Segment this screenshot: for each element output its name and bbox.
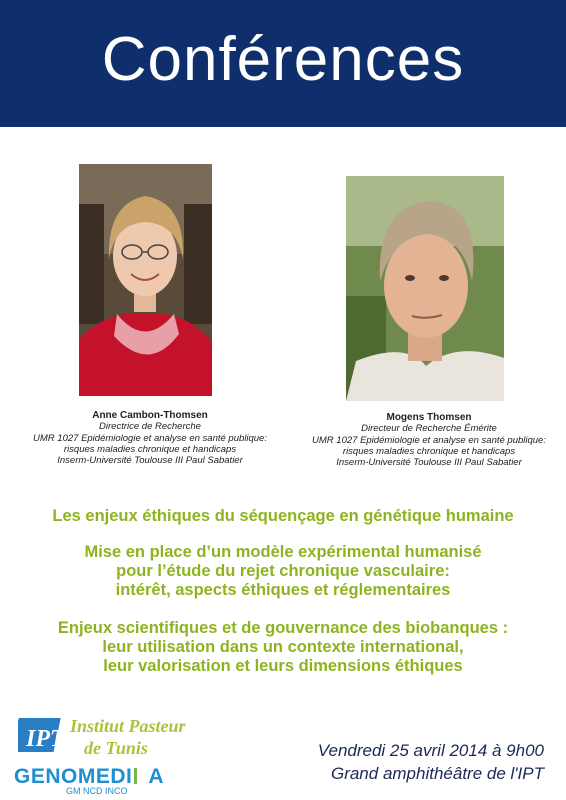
ipt-name-line2: de Tunis — [84, 738, 148, 758]
speaker-photo-anne — [79, 164, 212, 396]
speaker-name: Mogens Thomsen — [386, 412, 472, 423]
speaker-info-mogens — [294, 412, 564, 468]
page-title: Conférences — [101, 25, 465, 94]
speaker-unit: UMR 1027 Epidémiologie et analyse en santé publique: — [312, 434, 546, 446]
event-place: Grand amphithéâtre de l'IPT — [330, 764, 544, 783]
institut-pasteur-logo — [18, 712, 198, 762]
topic-sequencing-ethics — [20, 507, 546, 526]
title-banner — [0, 0, 566, 127]
genomedika-k-icon — [134, 768, 145, 784]
speaker-focus: risques maladies chronique et handicaps — [63, 443, 237, 455]
portrait-woman — [79, 164, 212, 396]
event-date: Vendredi 25 avril 2014 à 9h00 — [317, 741, 544, 760]
speaker-institution: Inserm-Université Toulouse III Paul Sabatier — [336, 457, 522, 469]
topic-line: intérêt, aspects éthiques et réglementaires — [115, 581, 451, 599]
topic-line: leur valorisation et leurs dimensions éthiques — [103, 657, 463, 675]
topic-line: Les enjeux éthiques du séquençage en génétique humaine — [52, 507, 514, 525]
genomedika-subtitle: GM NCD INCO — [66, 786, 128, 796]
topic-line: pour l’étude du rejet chronique vasculaire: — [116, 562, 450, 580]
ipt-mark-text: IPT — [26, 726, 65, 752]
speaker-role: Directrice de Recherche — [99, 421, 201, 433]
speaker-role: Directeur de Recherche Émérite — [361, 423, 497, 435]
topic-biobanks — [20, 619, 546, 676]
topic-line: Enjeux scientifiques et de gouvernance des biobanques : — [57, 619, 509, 637]
portrait-man — [346, 176, 504, 401]
topic-humanized-model — [20, 543, 546, 600]
genomedika-word: GENOMEDI — [14, 765, 133, 788]
speaker-focus: risques maladies chronique et handicaps — [342, 445, 516, 457]
genomedika-logo — [14, 765, 194, 799]
topic-line: Mise en place d’un modèle expérimental humanisé — [84, 543, 482, 561]
speaker-institution: Inserm-Université Toulouse III Paul Sabatier — [57, 455, 243, 467]
speaker-info-anne — [10, 410, 290, 466]
speaker-unit: UMR 1027 Epidémiologie et analyse en santé publique: — [33, 432, 267, 444]
topic-line: leur utilisation dans un contexte international, — [102, 638, 464, 656]
speaker-photo-mogens — [346, 176, 504, 401]
ipt-name-line1: Institut Pasteur — [70, 716, 186, 736]
ipt-logo-mark — [18, 712, 198, 762]
speaker-name: Anne Cambon-Thomsen — [92, 410, 208, 421]
genomedika-word-end: A — [148, 765, 165, 788]
